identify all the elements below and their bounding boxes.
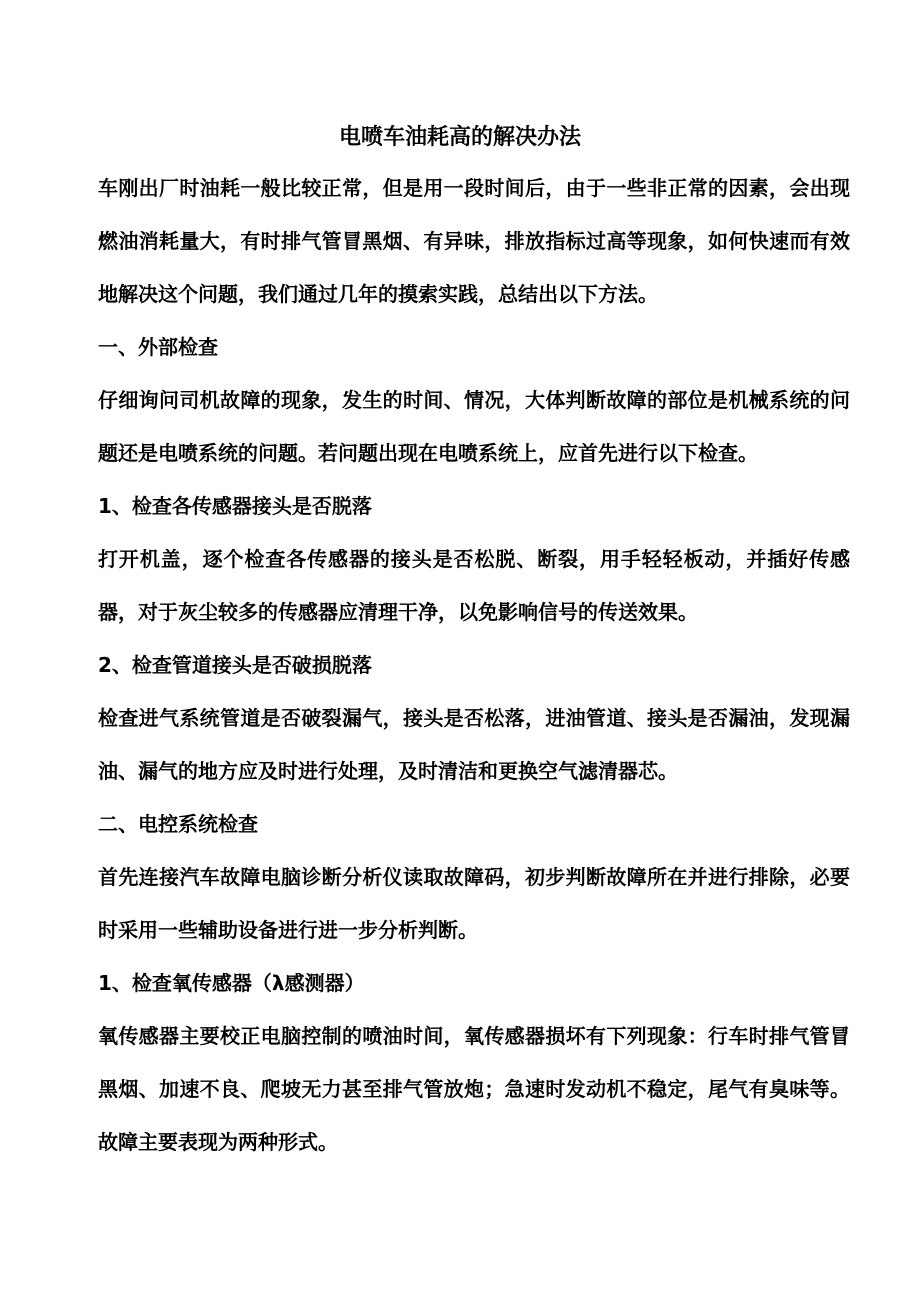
ecu-check-paragraph: 首先连接汽车故障电脑诊断分析仪读取故障码，初步判断故障所在并进行排除，必要时采用一些辅助设备进行进一步分析判断。	[98, 865, 850, 942]
subheading-pipe-joints: 2、检查管道接头是否破损脱落	[98, 653, 372, 677]
subheading-sensor-connectors: 1、检查各传感器接头是否脱落	[98, 494, 372, 518]
intro-paragraph: 车刚出厂时油耗一般比较正常，但是用一段时间后，由于一些非正常的因素，会出现燃油消耗量大，有时排气管冒黑烟、有异味，排放指标过高等现象，如何快速而有效地解决这个问题，我们通过几年的摸索实践，总结出以下方法。	[98, 176, 850, 306]
document-body	[98, 162, 850, 1169]
document-title: 电喷车油耗高的解决办法	[338, 125, 581, 150]
pipe-joints-paragraph: 检查进气系统管道是否破裂漏气，接头是否松落，进油管道、接头是否漏油，发现漏油、漏气的地方应及时进行处理，及时清洁和更换空气滤清器芯。	[98, 706, 850, 783]
section-heading-external-check: 一、外部检查	[98, 335, 218, 359]
subheading-oxygen-sensor: 1、检查氧传感器（λ感测器）	[98, 971, 365, 995]
oxygen-sensor-paragraph: 氧传感器主要校正电脑控制的喷油时间，氧传感器损坏有下列现象：行车时排气管冒黑烟、加速不良、爬坡无力甚至排气管放炮；急速时发动机不稳定，尾气有臭味等。故障主要表现为两种形式。	[98, 1024, 850, 1154]
sensor-connectors-paragraph: 打开机盖，逐个检查各传感器的接头是否松脱、断裂，用手轻轻板动，并插好传感器，对于灰尘较多的传感器应清理干净，以免影响信号的传送效果。	[98, 547, 850, 624]
external-check-paragraph: 仔细询问司机故障的现象，发生的时间、情况，大体判断故障的部位是机械系统的问题还是电喷系统的问题。若问题出现在电喷系统上，应首先进行以下检查。	[98, 388, 850, 465]
section-heading-ecu-check: 二、电控系统检查	[98, 812, 258, 836]
